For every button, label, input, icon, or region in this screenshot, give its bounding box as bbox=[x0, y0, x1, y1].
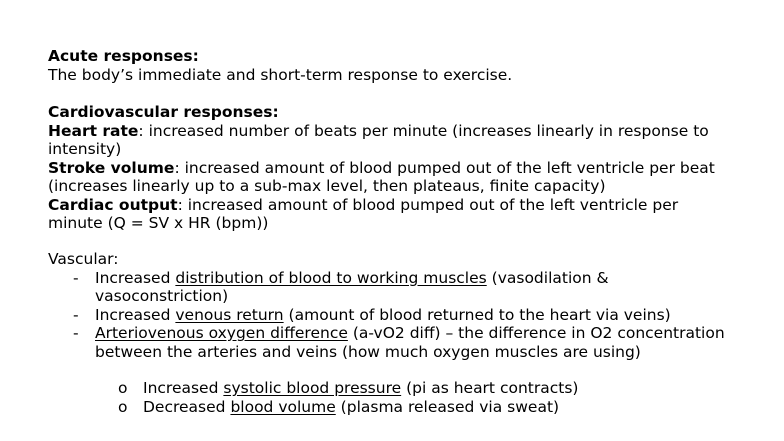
prefix: Decreased bbox=[143, 397, 231, 416]
term: Arteriovenous oxygen difference bbox=[95, 324, 348, 342]
circle-marker: o bbox=[118, 379, 128, 397]
bullet-avo2-diff bbox=[48, 324, 725, 361]
prefix: Increased bbox=[95, 305, 176, 324]
bullet-venous-return bbox=[48, 306, 738, 325]
term: blood volume bbox=[230, 397, 336, 416]
suffix: (vasodilation & vasoconstriction) bbox=[95, 268, 609, 305]
suffix: (a-vO2 diff) – the difference in O2 concentration between the arteries and veins (how much oxygen muscles are using) bbox=[95, 324, 725, 361]
cardio-heading: Cardiovascular responses: bbox=[48, 103, 279, 121]
acute-definition: The body’s immediate and short-term response to exercise. bbox=[48, 65, 513, 84]
term: distribution of blood to working muscles bbox=[175, 268, 487, 287]
prefix: Increased bbox=[95, 268, 176, 287]
cardiac-output-item bbox=[48, 196, 708, 233]
acute-responses-section bbox=[48, 47, 738, 84]
term: venous return bbox=[175, 305, 284, 324]
vascular-heading: Vascular: bbox=[48, 250, 119, 268]
prefix: Increased bbox=[143, 379, 224, 397]
bullet-distribution bbox=[48, 269, 655, 306]
acute-heading: Acute responses: bbox=[48, 47, 199, 65]
term: Heart rate bbox=[48, 121, 139, 140]
description: : increased amount of blood pumped out of the left ventricle per minute (Q = SV x HR (bpm)) bbox=[48, 195, 679, 232]
description: : increased number of beats per minute (increases linearly in response to intensity) bbox=[48, 121, 709, 158]
sub-bullet-systolic bbox=[48, 379, 738, 398]
stroke-volume-item bbox=[48, 159, 738, 196]
cardiovascular-section bbox=[48, 103, 738, 233]
term: Stroke volume bbox=[48, 158, 175, 177]
description: : increased amount of blood pumped out of the left ventricle per beat (increases linearly up to a sub-max level, then plateaus, finite capacity) bbox=[48, 158, 715, 195]
term: Cardiac output bbox=[48, 195, 178, 214]
suffix: (amount of blood returned to the heart via veins) bbox=[283, 305, 671, 324]
dash-marker: - bbox=[73, 305, 79, 324]
term: systolic blood pressure bbox=[223, 379, 402, 397]
suffix: (pi as heart contracts) bbox=[401, 379, 579, 397]
circle-marker: o bbox=[118, 397, 128, 416]
suffix: (plasma released via sweat) bbox=[335, 397, 560, 416]
dash-marker: - bbox=[73, 268, 79, 287]
heart-rate-item bbox=[48, 122, 738, 159]
dash-marker: - bbox=[73, 324, 79, 342]
sub-bullet-blood-volume bbox=[48, 398, 738, 417]
vascular-section bbox=[48, 250, 738, 416]
